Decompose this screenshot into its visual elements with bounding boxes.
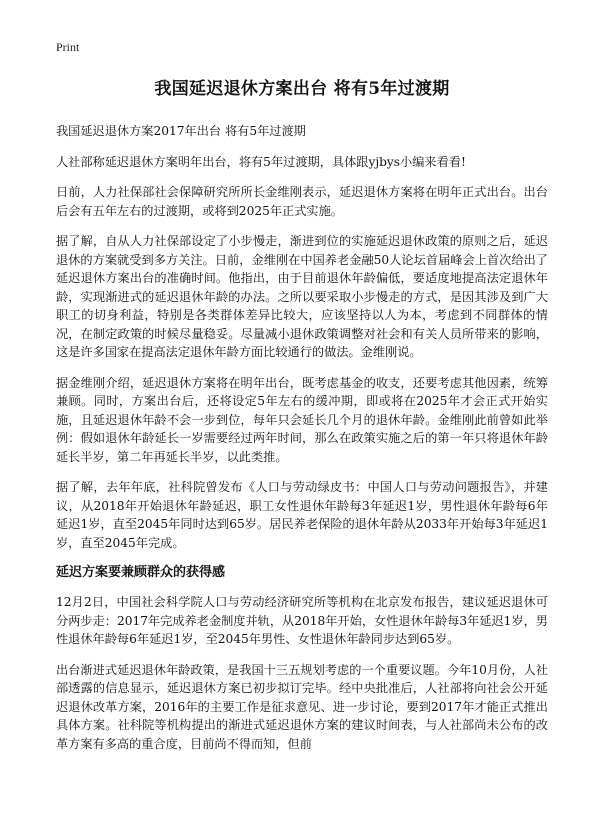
section-paragraph: 12月2日，中国社会科学院人口与劳动经济研究所等机构在北京发布报告，建议延迟退休可分两步走：2017年完成养老金制度并轨，从2018年开始，女性退休年龄每3年延迟1岁，男性退休年龄每6年延迟1岁，至2045年男性、女性退休年龄同步达到65岁。	[56, 595, 548, 646]
article-paragraph: 日前，人力社保部社会保障研究所所长金维刚表示，延迟退休方案将在明年正式出台。出台后会有五年左右的过渡期，或将到2025年正式实施。	[56, 185, 548, 218]
article-paragraph: 据金维刚介绍，延迟退休方案将在明年出台，既考虑基金的收支，还要考虑其他因素，统筹兼顾。同时，方案出台后，还将设定5年左右的缓冲期，即或将在2025年才会正式开始实施，且延迟退休年龄不会一步到位，每年只会延长几个月的退休年龄。金维刚此前曾如此举例：假如退休年龄延长一岁需要经过两年时间，那么在政策实施之后的第一年只将退休年龄延长半岁，第二年再延长半岁，以此类推。	[56, 375, 548, 464]
section-paragraph: 出台渐进式延迟退休年龄政策，是我国十三五规划考虑的一个重要议题。今年10月份，人社部透露的信息显示，延迟退休方案已初步拟订完毕。经中央批准后，人社部将向社会公开延迟退休改革方案，2016年的主要工作是征求意见、进一步讨论，要到2017年才能正式推出具体方案。社科院等机构提出的渐进式延迟退休方案的建议时间表，与人社部尚未公布的改革方案有多高的重合度，目前尚不得而知，但前	[56, 662, 548, 751]
section-heading: 延迟方案要兼顾群众的获得感	[56, 565, 226, 580]
article-title: 我国延迟退休方案出台 将有5年过渡期	[154, 79, 450, 99]
article-paragraph: 人社部称延迟退休方案明年出台，将有5年过渡期，具体跟yjbys小编来看看!	[56, 154, 466, 169]
article-paragraph: 据了解，自从人力社保部设定了小步慢走，渐进到位的实施延迟退休政策的原则之后，延迟退休的方案就受到多方关注。日前，金维刚在中国养老金融50人论坛首届峰会上首次给出了延迟退休方案出台的准确时间。他指出，由于目前退休年龄偏低，要适度地提高法定退休年龄，实现渐进式的延迟退休年龄的办法。之所以要采取小步慢走的方式，是因其涉及到广大职工的切身利益，特别是各类群体差异比较大，应该坚持以人为本，考虑到不同群体的情况，在制定政策的时候尽量稳妥。尽量减小退休政策调整对社会和有关人员所带来的影响，这是许多国家在提高法定退休年龄方面比较通行的做法。金维刚说。	[56, 234, 548, 359]
article-paragraph: 据了解，去年年底，社科院曾发布《人口与劳动绿皮书：中国人口与劳动问题报告》，并建议，从2018年开始退休年龄延迟，职工女性退休年龄每3年延迟1岁，男性退休年龄每6年延迟1岁，直至2045年同时达到65岁。居民养老保险的退休年龄从2033年开始每3年延迟1岁，直至2045年完成。	[56, 480, 548, 550]
print-link[interactable]: Print	[56, 40, 80, 54]
article-subtitle-paragraph: 我国延迟退休方案2017年出台 将有5年过渡期	[56, 124, 306, 138]
